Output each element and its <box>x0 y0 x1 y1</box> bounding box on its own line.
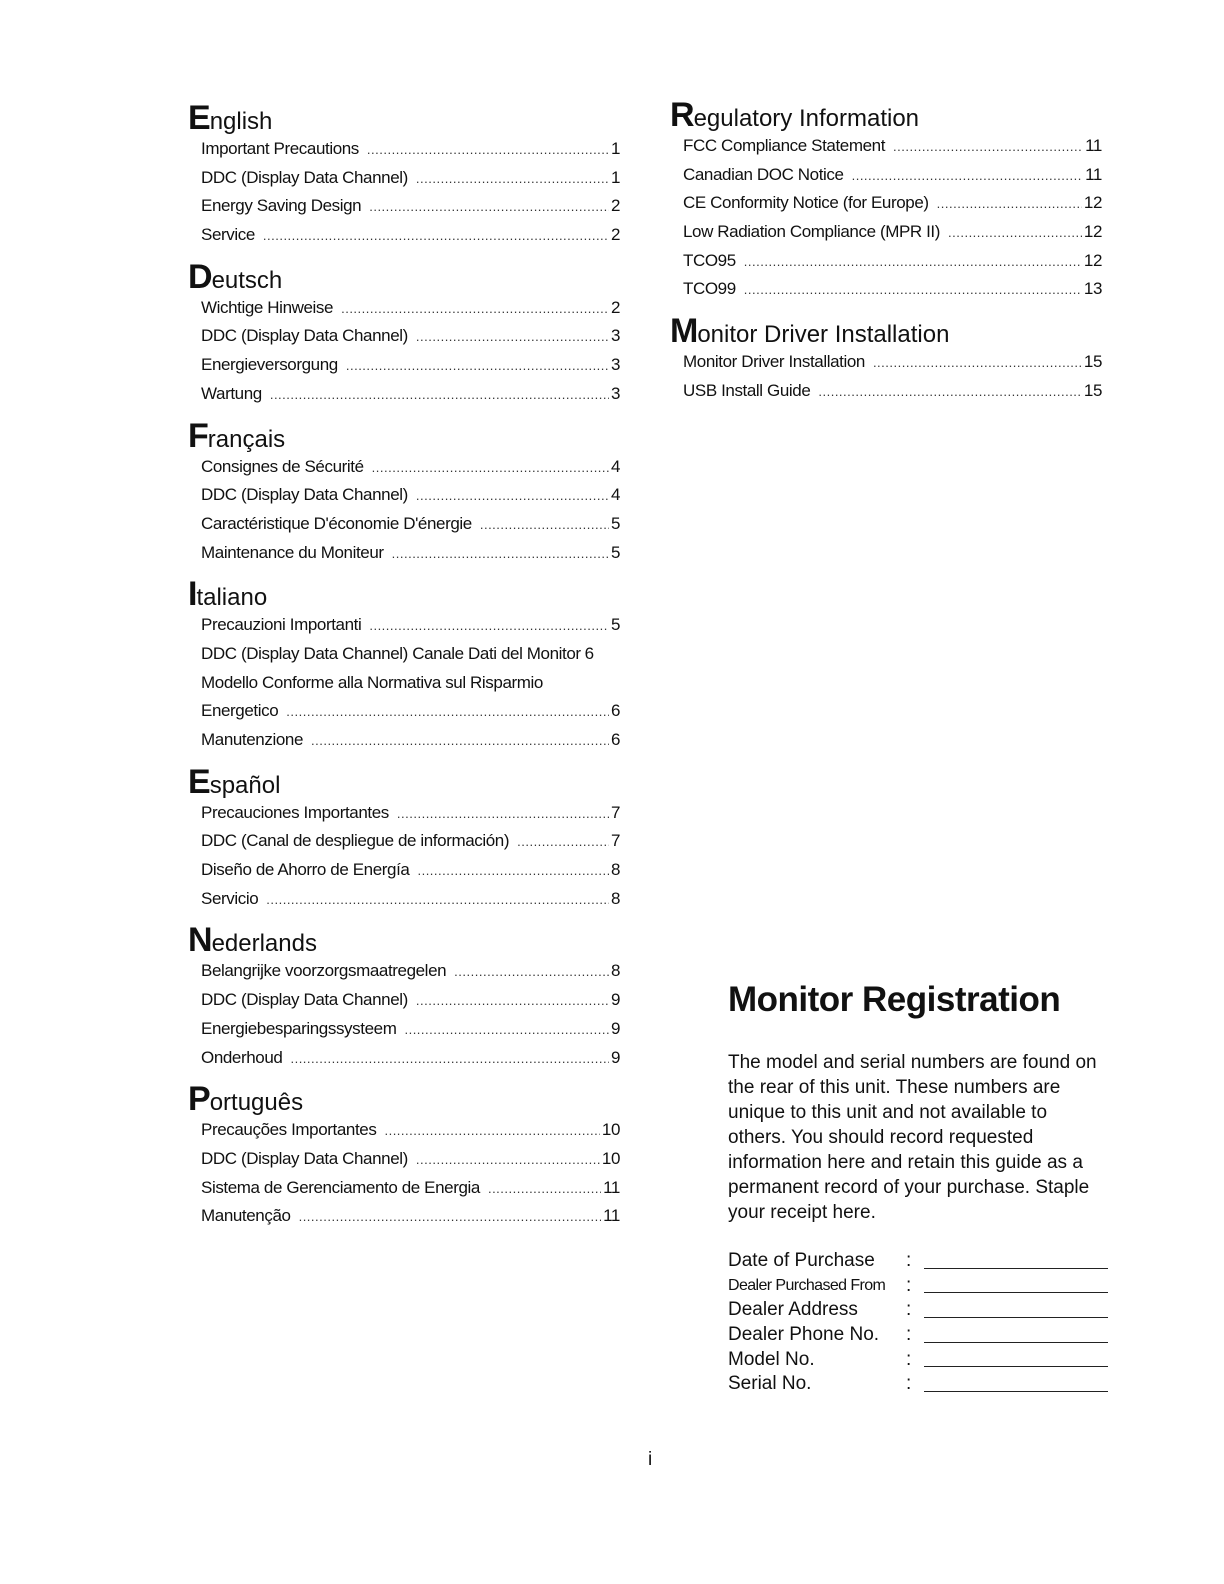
heading-rest: taliano <box>196 584 268 612</box>
heading-rest: egulatory Information <box>693 105 920 132</box>
entry-page: 3 <box>610 383 620 403</box>
toc-entry[interactable] <box>683 381 1102 410</box>
section-heading <box>670 312 1102 351</box>
toc-section <box>670 96 1102 308</box>
entry-page: 4 <box>610 456 620 476</box>
entry-title: Important Precautions <box>201 139 359 158</box>
toc-entries <box>683 136 1102 308</box>
toc-section <box>188 762 620 918</box>
field-label: Date of Purchase <box>728 1250 875 1272</box>
toc-entry[interactable] <box>683 193 1102 222</box>
toc-entry[interactable] <box>683 222 1102 251</box>
entry-page: 11 <box>1085 136 1102 155</box>
field-blank-line[interactable] <box>924 1352 1108 1367</box>
registration-field <box>728 1274 1108 1299</box>
toc-entry[interactable] <box>201 644 620 673</box>
entry-page: 5 <box>610 542 620 562</box>
entry-title: DDC (Display Data Channel) <box>201 1148 408 1168</box>
toc-entries <box>201 1120 620 1235</box>
registration-fields <box>728 1249 1108 1397</box>
dot-leader <box>397 803 609 823</box>
dot-leader <box>454 961 609 981</box>
dot-leader <box>369 196 609 216</box>
entry-page: 11 <box>603 1206 620 1226</box>
toc-entries <box>201 457 620 572</box>
dot-leader <box>488 1178 601 1198</box>
dot-leader <box>346 355 609 375</box>
dot-leader <box>341 298 609 318</box>
section-heading <box>188 575 620 614</box>
registration-text: The model and serial numbers are found on the rear of this unit. These numbers are unique to this unit and not available to others. You should record requested information here and retain this guide as a permanent record of your purchase. Staple your receipt here. <box>728 1052 1097 1223</box>
heading-initial: R <box>670 96 694 134</box>
heading-initial: N <box>188 921 212 960</box>
entry-page: 9 <box>610 990 620 1010</box>
dot-leader <box>384 1120 599 1140</box>
heading-initial: P <box>188 1080 210 1119</box>
field-colon: : <box>906 1373 912 1395</box>
dot-leader <box>404 1019 608 1039</box>
toc-entry[interactable] <box>201 615 620 644</box>
entry-title: TCO99 <box>683 279 736 299</box>
entry-title: CE Conformity Notice (for Europe) <box>683 193 929 213</box>
dot-leader <box>893 136 1083 156</box>
dot-leader <box>286 701 609 721</box>
dot-leader <box>744 251 1082 271</box>
heading-rest: rançais <box>207 425 286 453</box>
field-colon: : <box>906 1324 912 1346</box>
heading-rest: spañol <box>209 771 281 799</box>
section-heading <box>188 921 620 960</box>
field-blank-line[interactable] <box>924 1328 1108 1343</box>
entry-title: USB Install Guide <box>683 380 811 400</box>
entry-title: Monitor Driver Installation <box>683 352 865 372</box>
toc-entry[interactable] <box>201 485 620 514</box>
dot-leader <box>937 193 1082 213</box>
entry-title: DDC (Display Data Channel) Canale Dati del Monitor <box>201 643 581 663</box>
entry-title: DDC (Display Data Channel) <box>201 485 408 505</box>
toc-entry[interactable] <box>201 673 620 702</box>
entry-page: 15 <box>1083 380 1102 400</box>
registration-field <box>728 1298 1108 1323</box>
dot-leader <box>417 860 608 880</box>
section-heading <box>670 96 1102 134</box>
entry-title: Energieversorgung <box>201 355 338 375</box>
entry-page: 7 <box>610 831 620 851</box>
toc-entry[interactable] <box>201 1206 620 1235</box>
toc-entry[interactable] <box>201 730 620 759</box>
section-heading <box>188 99 620 137</box>
entry-title: DDC (Display Data Channel) <box>201 326 408 346</box>
entry-title: Low Radiation Compliance (MPR II) <box>683 222 941 242</box>
page-number: i <box>648 1449 653 1470</box>
toc-entry[interactable] <box>683 165 1102 194</box>
entry-page: 11 <box>1085 164 1102 184</box>
section-heading <box>188 762 620 801</box>
entry-page: 3 <box>610 326 620 346</box>
toc-entry[interactable] <box>201 961 620 990</box>
entry-title: Modello Conforme alla Normativa sul Risparmio <box>201 672 543 692</box>
toc-section <box>670 312 1102 409</box>
entry-title: Servicio <box>201 888 259 908</box>
toc-entry[interactable] <box>201 1048 620 1077</box>
registration-title: Monitor Registration <box>728 980 1061 1019</box>
toc-entries <box>201 961 620 1076</box>
dot-leader <box>416 990 609 1010</box>
heading-initial: M <box>670 312 698 351</box>
heading-initial: F <box>188 416 208 455</box>
entry-title: Precauções Importantes <box>201 1120 377 1140</box>
dot-leader <box>372 457 609 477</box>
toc-entry[interactable] <box>201 1149 620 1178</box>
entry-page: 12 <box>1083 250 1102 270</box>
entry-page: 8 <box>610 888 620 908</box>
heading-rest: eutsch <box>211 266 283 294</box>
dot-leader <box>270 384 609 404</box>
entry-page: 8 <box>610 961 620 981</box>
dot-leader <box>392 543 609 563</box>
toc-entries <box>201 298 620 413</box>
toc-section <box>188 416 620 572</box>
toc-entry[interactable] <box>683 251 1102 280</box>
dot-leader <box>744 279 1082 299</box>
section-heading <box>188 416 620 455</box>
registration-field <box>728 1249 1108 1274</box>
toc-entry[interactable] <box>201 831 620 860</box>
entry-title: Onderhoud <box>201 1047 283 1067</box>
toc-right-column <box>670 96 1102 410</box>
dot-leader <box>367 139 609 159</box>
entry-page: 6 <box>584 643 594 663</box>
toc-entry[interactable] <box>201 990 620 1019</box>
heading-initial: E <box>188 762 210 801</box>
entry-page: 9 <box>610 1018 620 1038</box>
entry-title: Diseño de Ahorro de Energía <box>201 860 410 880</box>
toc-entry[interactable] <box>201 803 620 832</box>
entry-title: FCC Compliance Statement <box>683 136 886 155</box>
toc-entry[interactable] <box>683 352 1102 381</box>
dot-leader <box>369 615 609 635</box>
registration-field <box>728 1372 1108 1397</box>
toc-entry[interactable] <box>201 196 620 225</box>
entry-title: DDC (Canal de despliegue de información) <box>201 831 510 851</box>
toc-entry[interactable] <box>201 1120 620 1149</box>
entry-title: Consignes de Sécurité <box>201 456 364 476</box>
section-heading <box>188 257 620 296</box>
toc-left-column <box>188 99 620 1235</box>
entry-page: 5 <box>610 513 620 533</box>
entry-title: Maintenance du Moniteur <box>201 542 384 562</box>
toc-section <box>188 921 620 1076</box>
entry-title: DDC (Display Data Channel) <box>201 990 408 1010</box>
registration-field <box>728 1323 1108 1348</box>
entry-page: 12 <box>1083 222 1102 242</box>
dot-leader <box>416 326 609 346</box>
field-colon: : <box>906 1250 912 1272</box>
entry-page: 8 <box>610 860 620 880</box>
heading-rest: ederlands <box>211 930 317 958</box>
entry-page: 5 <box>610 615 620 635</box>
toc-entry[interactable] <box>201 860 620 889</box>
entry-page: 4 <box>610 485 620 505</box>
toc-entry[interactable] <box>201 326 620 355</box>
field-colon: : <box>906 1274 912 1296</box>
heading-initial: I <box>188 575 197 614</box>
toc-entry[interactable] <box>201 225 620 254</box>
entry-title: Wartung <box>201 383 262 403</box>
toc-entry[interactable] <box>683 136 1102 165</box>
field-colon: : <box>906 1348 912 1370</box>
entry-title: Manutenção <box>201 1206 291 1226</box>
toc-entry[interactable] <box>201 298 620 327</box>
field-label: Model No. <box>728 1348 815 1370</box>
dot-leader <box>290 1048 608 1068</box>
entry-page: 7 <box>610 802 620 822</box>
entry-page: 12 <box>1083 193 1102 213</box>
dot-leader <box>416 485 609 505</box>
toc-entry[interactable] <box>201 355 620 384</box>
toc-section <box>188 1080 620 1235</box>
dot-leader <box>480 514 609 534</box>
field-label: Serial No. <box>728 1373 812 1395</box>
registration-field <box>728 1347 1108 1372</box>
entry-title: Energiebesparingssysteem <box>201 1018 397 1038</box>
dot-leader <box>517 831 609 851</box>
dot-leader <box>948 222 1082 242</box>
dot-leader <box>266 889 609 909</box>
entry-title: Manutenzione <box>201 730 303 749</box>
toc-section <box>188 99 620 254</box>
entry-title: Service <box>201 225 255 245</box>
toc-entry[interactable] <box>201 1178 620 1207</box>
entry-title: TCO95 <box>683 250 736 270</box>
entry-title: Precauzioni Importanti <box>201 615 362 635</box>
field-blank-line[interactable] <box>924 1278 1108 1293</box>
toc-entries <box>201 615 620 758</box>
field-blank-line[interactable] <box>924 1254 1108 1269</box>
entry-page: 15 <box>1083 352 1102 372</box>
entry-page: 10 <box>601 1148 620 1168</box>
field-colon: : <box>906 1299 912 1321</box>
toc-entries <box>683 352 1102 409</box>
dot-leader <box>299 1206 602 1226</box>
toc-section <box>188 257 620 413</box>
entry-title: Belangrijke voorzorgsmaatregelen <box>201 961 447 981</box>
toc-entry[interactable] <box>683 279 1102 308</box>
entry-page: 2 <box>610 196 620 216</box>
toc-entries <box>201 139 620 254</box>
entry-title: Sistema de Gerenciamento de Energia <box>201 1177 480 1197</box>
toc-entry[interactable] <box>201 168 620 197</box>
toc-entry[interactable] <box>201 701 620 730</box>
dot-leader <box>263 225 609 245</box>
toc-entry[interactable] <box>201 1019 620 1048</box>
dot-leader <box>416 1149 600 1169</box>
heading-rest: ortuguês <box>209 1089 304 1117</box>
dot-leader <box>852 165 1084 185</box>
toc-entry[interactable] <box>201 543 620 572</box>
section-heading <box>188 1080 620 1119</box>
toc-entry[interactable] <box>201 889 620 918</box>
field-label: Dealer Purchased From <box>728 1276 886 1294</box>
toc-entry[interactable] <box>201 457 620 486</box>
toc-entry[interactable] <box>201 384 620 413</box>
entry-title: DDC (Display Data Channel) <box>201 167 408 187</box>
dot-leader <box>818 381 1082 401</box>
dot-leader <box>311 730 609 750</box>
heading-rest: onitor Driver Installation <box>697 321 950 349</box>
entry-page: 2 <box>610 297 620 317</box>
entry-title: Energy Saving Design <box>201 196 362 216</box>
field-label: Dealer Phone No. <box>728 1324 880 1346</box>
entry-page: 3 <box>610 355 620 375</box>
entry-page: 9 <box>610 1047 620 1067</box>
toc-entry[interactable] <box>201 514 620 543</box>
heading-initial: D <box>188 257 212 296</box>
entry-page: 6 <box>610 701 620 721</box>
toc-entries <box>201 803 620 918</box>
toc-entry[interactable] <box>201 139 620 168</box>
field-blank-line[interactable] <box>924 1377 1108 1392</box>
field-label: Dealer Address <box>728 1299 858 1321</box>
toc-section <box>188 575 620 758</box>
entry-page: 1 <box>610 139 620 158</box>
heading-rest: nglish <box>209 108 273 135</box>
entry-title: Canadian DOC Notice <box>683 164 844 184</box>
field-blank-line[interactable] <box>924 1303 1108 1318</box>
heading-initial: E <box>188 99 210 137</box>
entry-page: 13 <box>1083 279 1102 299</box>
dot-leader <box>416 168 609 188</box>
entry-title: Caractéristique D'économie D'énergie <box>201 513 472 533</box>
entry-title: Energetico <box>201 701 279 721</box>
entry-page: 6 <box>610 730 620 749</box>
monitor-registration <box>728 980 1108 1397</box>
entry-page: 10 <box>601 1120 620 1140</box>
entry-page: 1 <box>610 167 620 187</box>
dot-leader <box>873 352 1082 372</box>
entry-title: Wichtige Hinweise <box>201 297 334 317</box>
entry-page: 11 <box>603 1177 620 1197</box>
entry-title: Precauciones Importantes <box>201 802 389 822</box>
entry-page: 2 <box>610 225 620 245</box>
